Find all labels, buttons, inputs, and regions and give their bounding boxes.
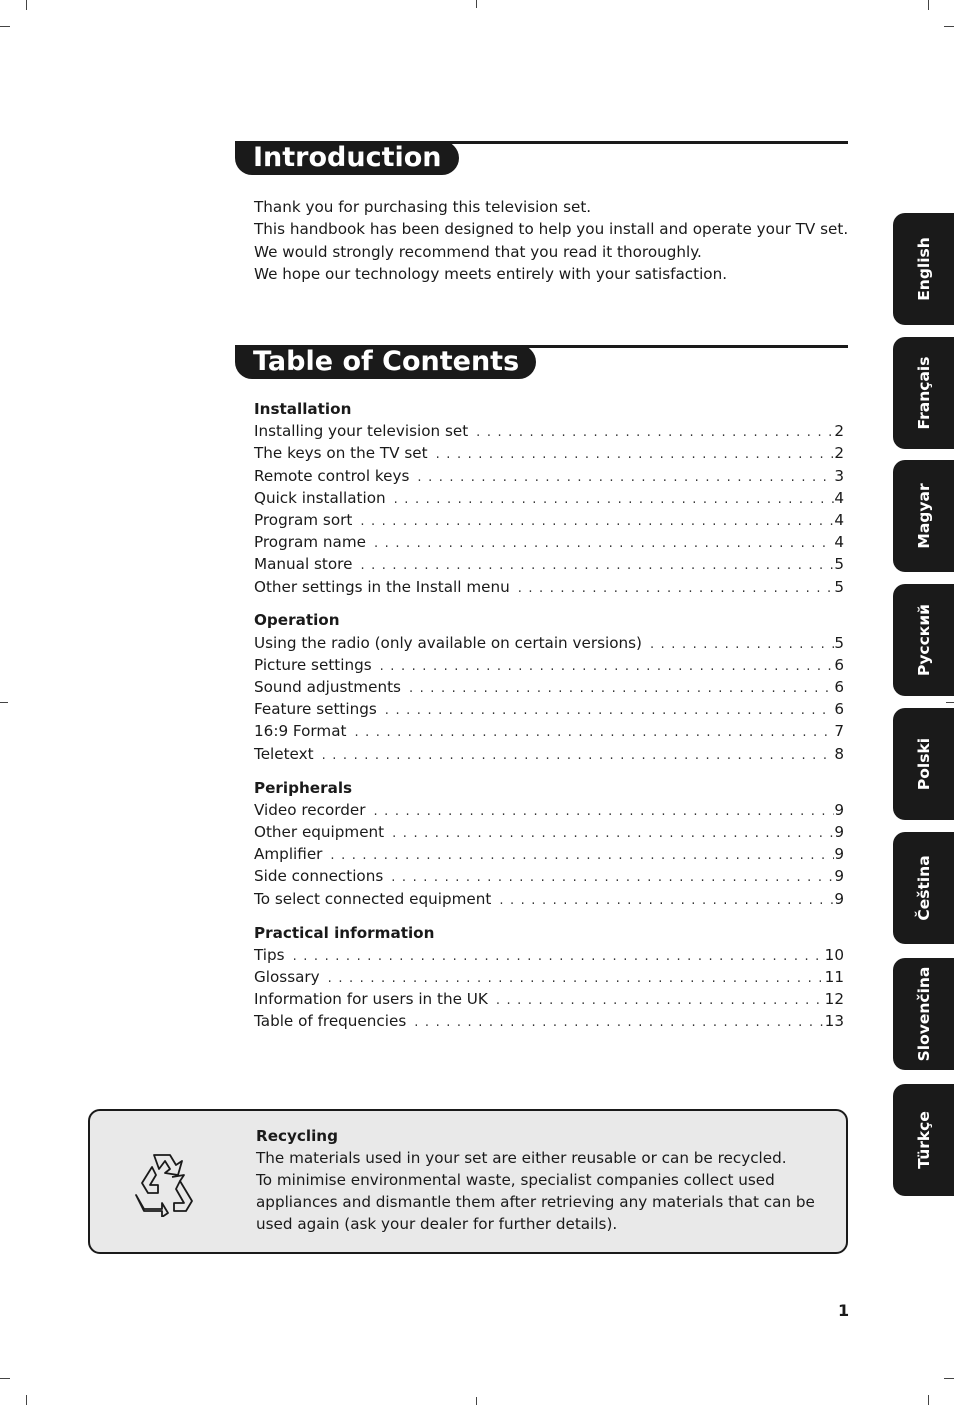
introduction-text [254,196,854,285]
intro-line: This handbook has been designed to help you install and operate your TV set. [254,220,849,239]
intro-line: We hope our technology meets entirely with your satisfaction. [254,264,728,283]
toc-entry-label: Video recorder [254,800,366,819]
toc-entry-label: Manual store [254,555,353,574]
toc-group-title: Operation [254,611,340,630]
crop-mark [944,1378,954,1379]
toc-leader-dots [436,444,835,466]
toc-entry-label: The keys on the TV set [254,444,428,463]
toc-entry[interactable] [254,676,844,698]
toc-entry-page: 11 [824,967,844,986]
language-tab-english[interactable] [893,213,954,325]
toc-entry-label: Picture settings [254,655,372,674]
toc-entry[interactable] [254,799,844,821]
toc-entry-page: 2 [834,444,844,463]
toc-leader-dots [394,489,835,511]
toc-entry-label: Teletext [254,744,314,763]
language-tab-francais[interactable] [893,337,954,449]
introduction-title: Introduction [235,141,459,175]
toc-entry[interactable] [254,487,844,509]
toc-entry-label: Program sort [254,510,353,529]
toc-entry[interactable] [254,531,844,553]
language-tab-slovencina[interactable] [893,958,954,1070]
recycling-text [256,1125,841,1235]
toc-entry-page: 9 [834,845,844,864]
toc-entry-page: 5 [834,555,844,574]
crop-mark [944,26,954,27]
toc-entry-label: Program name [254,533,366,552]
intro-line: Thank you for purchasing this television set. [254,198,592,216]
toc-entry-page: 4 [834,533,844,552]
toc-leader-dots [374,533,834,555]
toc-entry[interactable] [254,843,844,865]
toc-leader-dots [414,1012,824,1034]
toc-leader-dots [293,946,825,968]
recycling-line: To minimise environmental waste, specialist companies collect used appliances and dismantle them after retrieving any materials that can be used again (ask your dealer for further details). [256,1171,815,1233]
language-tab-russian[interactable] [893,584,954,696]
crop-mark [928,0,929,10]
toc-entry-page: 3 [834,466,844,485]
toc-entry[interactable] [254,966,844,988]
toc-entry[interactable] [254,509,844,531]
recycle-icon [132,1151,198,1217]
toc-leader-dots [354,722,834,744]
crop-mark [476,0,477,8]
recycling-box [88,1109,848,1254]
toc-leader-dots [409,678,834,700]
toc-title: Table of Contents [235,345,536,379]
recycling-line: The materials used in your set are either reusable or can be recycled. [256,1149,787,1167]
toc-entry-page: 9 [834,889,844,908]
recycling-title: Recycling [256,1127,338,1145]
crop-mark [946,702,954,703]
crop-mark [0,26,10,27]
toc-entry-label: Glossary [254,967,320,986]
toc-entry-page: 9 [834,800,844,819]
toc-entry-label: Side connections [254,867,384,886]
crop-mark [26,1395,27,1405]
toc-group [254,398,844,598]
toc-leader-dots [650,634,834,656]
toc-leader-dots [380,656,835,678]
toc-entry[interactable] [254,720,844,742]
toc-leader-dots [360,511,834,533]
toc-entry-page: 7 [834,722,844,741]
language-tab-cestina[interactable] [893,832,954,944]
toc-leader-dots [417,467,834,489]
toc-entry[interactable] [254,632,844,654]
crop-mark [0,1378,10,1379]
toc-entry-page: 13 [824,1012,844,1031]
toc-leader-dots [499,890,834,912]
toc-entry-label: Table of frequencies [254,1012,407,1031]
toc-entry-page: 8 [834,744,844,763]
toc-entry-label: Quick installation [254,488,386,507]
toc-entry-label: To select connected equipment [254,889,492,908]
toc-group-title: Peripherals [254,778,353,797]
crop-mark [26,0,27,10]
toc-group-title: Practical information [254,923,435,942]
toc-entry-label: Using the radio (only available on certain versions) [254,633,642,652]
toc-leader-dots [322,745,835,767]
toc-entry-label: Other settings in the Install menu [254,577,510,596]
toc-entry-page: 9 [834,822,844,841]
toc-leader-dots [328,968,825,990]
table-of-contents [254,398,844,1044]
toc-leader-dots [391,867,834,889]
toc-group-title: Installation [254,400,352,418]
toc-entry[interactable] [254,465,844,487]
toc-leader-dots [476,422,834,444]
toc-leader-dots [330,845,834,867]
toc-leader-dots [392,823,834,845]
toc-entry-label: Information for users in the UK [254,990,488,1009]
toc-leader-dots [385,700,835,722]
language-tab-label: Türkçe [914,1111,933,1169]
toc-entry[interactable] [254,743,844,765]
toc-leader-dots [518,578,835,600]
toc-entry-page: 9 [834,867,844,886]
language-tab-label: Русский [914,603,933,677]
page-number: 1 [838,1301,850,1320]
language-tab-polski[interactable] [893,708,954,820]
toc-entry[interactable] [254,988,844,1010]
toc-entry-label: Remote control keys [254,466,410,485]
language-tab-label: Français [914,356,933,430]
toc-entry[interactable] [254,420,844,442]
crop-mark [928,1395,929,1405]
toc-entry-page: 6 [834,678,844,697]
toc-entry-label: 16:9 Format [254,722,347,741]
crop-mark [476,1397,477,1405]
toc-entry[interactable] [254,654,844,676]
toc-entry[interactable] [254,576,844,598]
toc-group [254,777,844,910]
toc-entry[interactable] [254,698,844,720]
toc-entry[interactable] [254,821,844,843]
toc-entry-label: Feature settings [254,700,377,719]
language-tab-turkce[interactable] [893,1084,954,1196]
intro-line: We would strongly recommend that you read it thoroughly. [254,242,702,261]
language-tab-label: English [914,237,933,301]
crop-mark [0,702,8,703]
language-tab-magyar[interactable] [893,460,954,572]
toc-group [254,609,844,764]
language-tab-label: Čeština [914,855,933,921]
language-tab-label: Polski [914,737,933,791]
toc-entry[interactable] [254,1010,844,1032]
toc-entry-page: 5 [834,633,844,652]
toc-leader-dots [360,555,834,577]
toc-entry-label: Tips [254,945,285,964]
toc-entry-page: 6 [834,700,844,719]
toc-entry-page: 2 [834,422,844,441]
toc-entry[interactable] [254,553,844,575]
toc-entry-page: 12 [824,990,844,1009]
toc-entry-page: 6 [834,655,844,674]
toc-entry-label: Other equipment [254,822,385,841]
toc-entry-page: 4 [834,488,844,507]
toc-group [254,922,844,1033]
toc-leader-dots [373,801,834,823]
language-tab-label: Magyar [914,483,933,549]
toc-entry-page: 4 [834,510,844,529]
toc-entry-label: Sound adjustments [254,678,401,697]
toc-entry-page: 10 [824,945,844,964]
toc-entry[interactable] [254,442,844,464]
toc-entry-page: 5 [834,577,844,596]
toc-entry-label: Installing your television set [254,422,469,441]
toc-entry-label: Amplifier [254,845,323,864]
toc-entry[interactable] [254,865,844,887]
toc-entry[interactable] [254,944,844,966]
toc-leader-dots [496,990,825,1012]
toc-entry[interactable] [254,888,844,910]
language-tab-label: Slovenčina [914,966,933,1062]
